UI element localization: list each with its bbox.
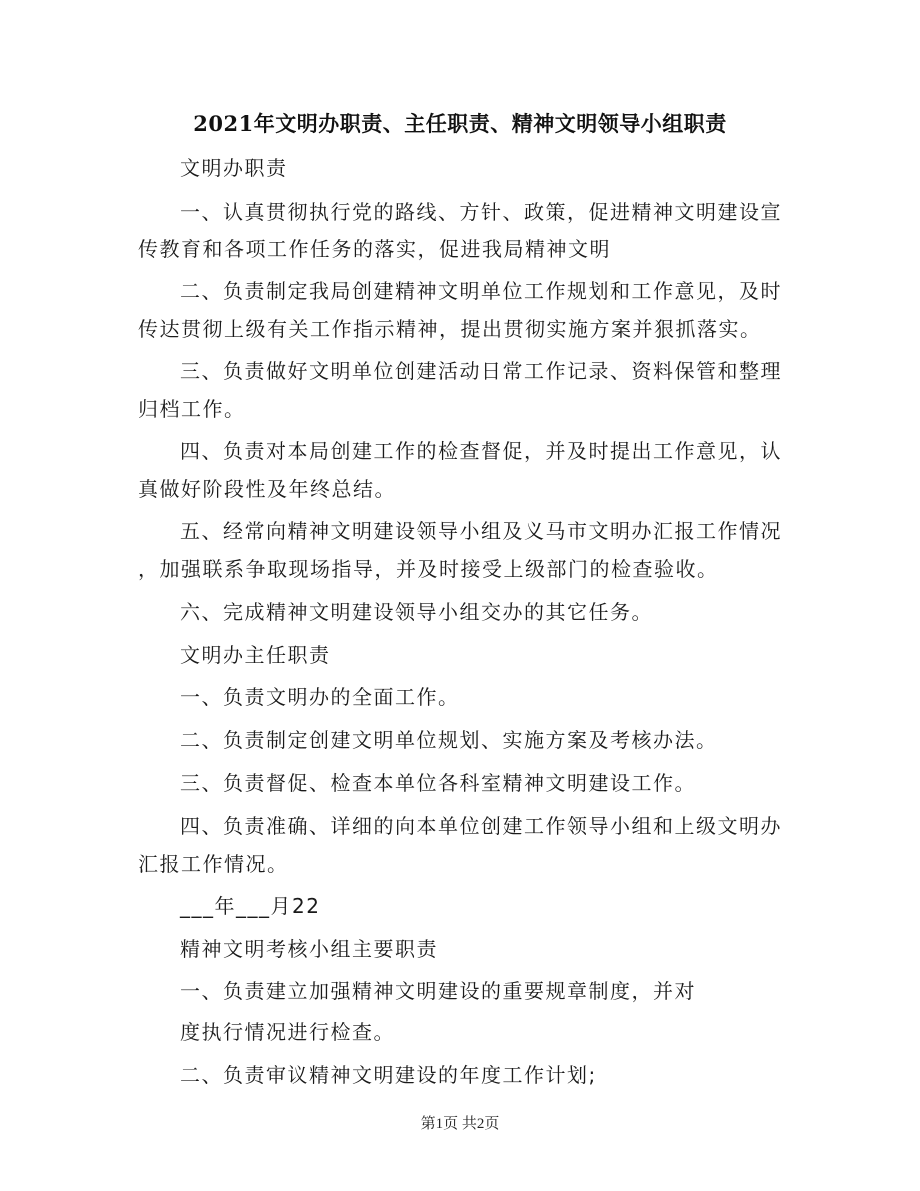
paragraph-line: 传达贯彻上级有关工作指示精神，提出贯彻实施方案并狠抓落实。 bbox=[138, 317, 762, 341]
paragraph-line: 真做好阶段性及年终总结。 bbox=[138, 477, 396, 501]
paragraph-line: 归档工作。 bbox=[138, 397, 246, 421]
paragraph-line: 一、认真贯彻执行党的路线、方针、政策，促进精神文明建设宣 bbox=[180, 200, 782, 224]
section-heading-office-duties: 文明办职责 bbox=[180, 156, 288, 180]
paragraph-line: 二、负责制定我局创建精神文明单位工作规划和工作意见，及时 bbox=[180, 279, 782, 303]
paragraph-line: 汇报工作情况。 bbox=[138, 852, 289, 876]
paragraph-line: 一、负责文明办的全面工作。 bbox=[180, 685, 460, 709]
paragraph-line: 二、负责制定创建文明单位规划、实施方案及考核办法。 bbox=[180, 728, 718, 752]
page-number-footer: 第1页 共2页 bbox=[420, 1116, 500, 1132]
section-heading-assessment-group: 精神文明考核小组主要职责 bbox=[180, 937, 438, 961]
paragraph-line: 度执行情况进行检查。 bbox=[180, 1020, 395, 1044]
paragraph-line: 五、经常向精神文明建设领导小组及义马市文明办汇报工作情况 bbox=[180, 519, 782, 543]
paragraph-line: 一、负责建立加强精神文明建设的重要规章制度，并对 bbox=[180, 979, 696, 1003]
paragraph-line: 二、负责审议精神文明建设的年度工作计划; bbox=[180, 1063, 597, 1087]
paragraph-line: 四、负责对本局创建工作的检查督促，并及时提出工作意见，认 bbox=[180, 439, 782, 463]
paragraph-line: 三、负责做好文明单位创建活动日常工作记录、资料保管和整理 bbox=[180, 359, 782, 383]
paragraph-line: 四、负责准确、详细的向本单位创建工作领导小组和上级文明办 bbox=[180, 814, 782, 838]
date-line: ___年___月22 bbox=[180, 894, 321, 918]
paragraph-line: ，加强联系争取现场指导，并及时接受上级部门的检查验收。 bbox=[138, 557, 719, 581]
document-title: 2021年文明办职责、主任职责、精神文明领导小组职责 bbox=[193, 111, 727, 136]
paragraph-line: 传教育和各项工作任务的落实，促进我局精神文明 bbox=[138, 237, 611, 261]
paragraph-line: 三、负责督促、检查本单位各科室精神文明建设工作。 bbox=[180, 771, 696, 795]
paragraph-line: 六、完成精神文明建设领导小组交办的其它任务。 bbox=[180, 600, 653, 624]
section-heading-director-duties: 文明办主任职责 bbox=[180, 643, 331, 667]
